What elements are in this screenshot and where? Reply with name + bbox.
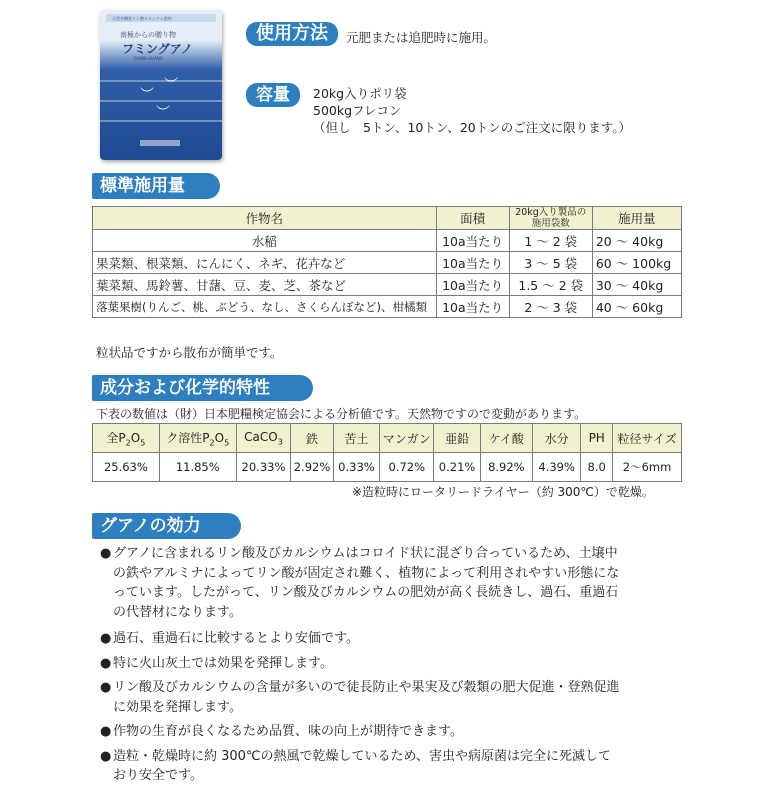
header-grain-size: 粒径サイズ <box>613 424 682 453</box>
list-item <box>100 629 690 649</box>
cell-bags: 2 ～ 3 袋 <box>509 296 592 318</box>
effects-list <box>100 544 690 786</box>
table-row <box>93 230 682 252</box>
header-zinc: 亜鉛 <box>434 424 480 453</box>
bullet-icon: ● <box>100 655 112 671</box>
cell-value: 0.72% <box>380 453 434 482</box>
list-text: 造粒・乾燥時に約 300℃の熱風で乾燥しているため、害虫や病原菌は完全に死滅して <box>113 748 612 764</box>
cell-crop: 水稲 <box>93 230 437 252</box>
list-line <box>100 654 690 674</box>
bag-footer-label <box>140 140 180 146</box>
composition-intro: 下表の数値は（財）日本肥糧検定協会による分析値です。天然物ですので変動があります。 <box>96 407 587 421</box>
usage-label: 使用方法 <box>246 22 338 46</box>
list-line <box>100 544 690 564</box>
section-title-application: 標準施用量 <box>92 173 220 199</box>
list-text: 特に火山灰土では効果を発揮します。 <box>113 655 333 671</box>
bag-product-name: フミングアノ <box>122 42 193 56</box>
cell-value: 25.63% <box>93 453 160 482</box>
header-moisture: 水分 <box>533 424 581 453</box>
cell-value: 20.33% <box>236 453 290 482</box>
bird-icon: ︶ <box>156 105 170 121</box>
table-row <box>93 453 682 482</box>
list-item <box>100 654 690 674</box>
bag-topline: 天然有機質リン酸カルシウム肥料 <box>112 16 172 21</box>
bag-title: 南極からの贈り物 <box>120 31 176 39</box>
header-ph: PH <box>581 424 613 453</box>
table-header-row <box>93 424 682 453</box>
cell-area: 10a当たり <box>436 230 509 252</box>
bullet-icon: ● <box>100 546 112 561</box>
list-line <box>100 722 690 742</box>
capacity-line: 20kg入りポリ袋 <box>313 86 407 101</box>
list-text: 作物の生育が良くなるため品質、味の向上が期待できます。 <box>113 724 463 739</box>
cell-area: 10a当たり <box>436 296 509 318</box>
cell-bags: 1 ～ 2 袋 <box>509 230 592 252</box>
list-line: おり安全です。 <box>113 768 203 783</box>
header-caco3: CaCO$_3$ <box>236 424 290 453</box>
bird-icon: ︶ <box>164 77 178 93</box>
composition-note: ※造粒時にロータリードライヤー（約 300℃）で乾燥。 <box>352 485 654 499</box>
cell-value: 8.92% <box>480 453 532 482</box>
header-manganese: マンガン <box>380 424 434 453</box>
capacity-line: （但し 5トン、10トン、20トンのご注文に限ります。） <box>313 120 632 135</box>
cell-amount: 30 ～ 40kg <box>592 274 681 296</box>
usage-text: 元肥または追肥時に施用。 <box>346 30 497 45</box>
list-line <box>100 747 690 767</box>
capacity-line: 500kgフレコン <box>313 103 402 118</box>
list-item <box>100 678 690 717</box>
composition-table <box>92 423 682 482</box>
cell-value: 0.33% <box>333 453 379 482</box>
header-crop: 作物名 <box>93 207 437 230</box>
cell-amount: 60 ～ 100kg <box>592 252 681 274</box>
list-line: に効果を発揮します。 <box>113 699 242 715</box>
cell-amount: 20 ～ 40kg <box>592 230 681 252</box>
bullet-icon: ● <box>100 724 112 739</box>
cell-value: 2～6mm <box>613 453 682 482</box>
bag-subtitle: FUMIN GUANO <box>134 56 164 61</box>
section-title-composition: 成分および化学的特性 <box>92 375 313 401</box>
list-text: 過石、重過石に比較するとより安価です。 <box>113 631 359 646</box>
list-item <box>100 544 690 622</box>
table-header-row <box>93 207 682 230</box>
list-line: の代替材になります。 <box>113 604 242 620</box>
header-amount: 施用量 <box>592 207 681 230</box>
table-row <box>93 252 682 274</box>
header-bags-line2: 施用袋数 <box>531 218 570 229</box>
list-item <box>100 747 690 786</box>
header-area: 面積 <box>436 207 509 230</box>
header-iron: 鉄 <box>291 424 334 453</box>
header-magnesium: 苦土 <box>333 424 379 453</box>
cell-value: 11.85% <box>159 453 236 482</box>
bag-wave <box>100 80 222 82</box>
list-text: リン酸及びカルシウムの含量が多いので徒長防止や果実及び穀類の肥大促進・登熟促進 <box>113 680 620 695</box>
header-total-p2o5: 全$P_2O_5$ <box>93 424 160 453</box>
header-bags-line1: 20kg入り製品の <box>515 207 587 218</box>
list-line <box>100 629 690 649</box>
cell-bags: 3 ～ 5 袋 <box>509 252 592 274</box>
cell-area: 10a当たり <box>436 252 509 274</box>
bird-icon: ︶ <box>140 87 154 103</box>
table-row <box>93 296 682 318</box>
list-line <box>100 678 690 698</box>
cell-value: 0.21% <box>434 453 480 482</box>
bullet-icon: ● <box>100 631 112 646</box>
header-citric-p2o5: ク溶性$P_2O_5$ <box>159 424 236 453</box>
header-bags <box>509 207 592 230</box>
list-line: の鉄やアルミナによってリン酸が固定され難く、植物によって利用されやすい形態にな <box>113 565 620 581</box>
cell-value: 4.39% <box>533 453 581 482</box>
application-note: 粒状品ですから散布が簡単です。 <box>96 345 283 360</box>
cell-bags: 1.5 ～ 2 袋 <box>509 274 592 296</box>
application-table <box>92 206 682 318</box>
list-item <box>100 722 690 742</box>
cell-value: 2.92% <box>291 453 334 482</box>
product-bag-image <box>100 10 222 160</box>
list-text: グアノに含まれるリン酸及びカルシウムはコロイド状に混ざり合っているため、土壌中 <box>113 546 618 561</box>
cell-crop: 葉菜類、馬鈴薯、甘藷、豆、麦、芝、茶など <box>93 274 437 296</box>
cell-amount: 40 ～ 60kg <box>592 296 681 318</box>
bullet-icon: ● <box>100 680 112 695</box>
section-title-effects: グアノの効力 <box>92 513 241 539</box>
cell-crop: 落葉果樹(りんご、桃、ぶどう、なし、さくらんぼなど)、柑橘類 <box>93 296 437 318</box>
table-row <box>93 274 682 296</box>
cell-value: 8.0 <box>581 453 613 482</box>
bullet-icon: ● <box>100 748 112 764</box>
header-silicic-acid: ケイ酸 <box>480 424 532 453</box>
cell-crop: 果菜類、根菜類、にんにく、ネギ、花卉など <box>93 252 437 274</box>
capacity-label: 容量 <box>246 83 300 107</box>
list-line: っています。したがって、リン酸及びカルシウムの肥効が高く長続きし、過石、重過石 <box>113 585 619 600</box>
cell-area: 10a当たり <box>436 274 509 296</box>
